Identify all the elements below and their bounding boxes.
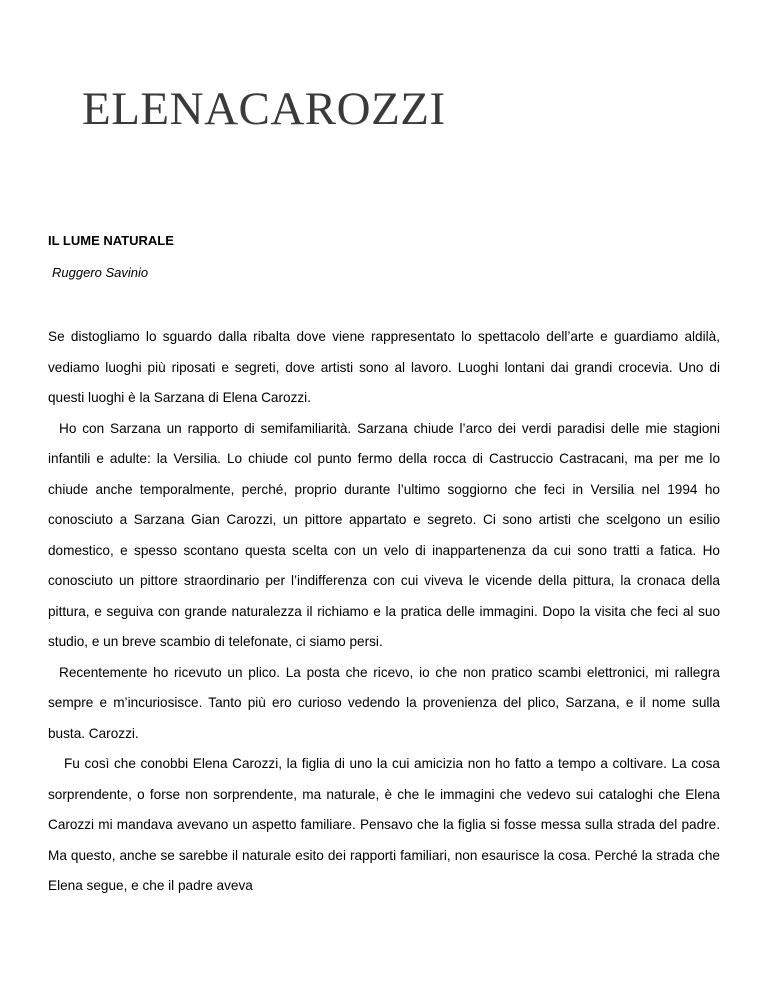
paragraph: Se distogliamo lo sguardo dalla ribalta dove viene rappresentato lo spettacolo dell’arte e guardiamo aldilà, vediamo luoghi più riposati e segreti, dove artisti sono al lavoro. Luoghi lontani dai grandi crocevia. Uno di questi luoghi è la Sarzana di Elena Carozzi. xyxy=(48,329,720,405)
article-body xyxy=(48,322,720,902)
paragraph: Fu così che conobbi Elena Carozzi, la figlia di uno la cui amicizia non ho fatto a tempo a coltivare. La cosa sorprendente, o forse non sorprendente, ma naturale, è che le immagini che vedevo sui cataloghi che Elena Carozzi mi mandava avevano un aspetto familiare. Pensavo che la figlia si fosse messa sulla strada del padre. Ma questo, anche se sarebbe il naturale esito dei rapporti familiari, non esaurisce la cosa. Perché la strada che Elena segue, e che il padre aveva xyxy=(48,756,720,893)
article-title: IL LUME NATURALE xyxy=(48,233,174,248)
paragraph: Recentemente ho ricevuto un plico. La posta che ricevo, io che non pratico scambi elettronici, mi rallegra sempre e m’incuriosisce. Tanto più ero curioso vedendo la provenienza del plico, Sarzana, e il nome sulla busta. Carozzi. xyxy=(48,664,720,741)
paragraph: Ho con Sarzana un rapporto di semifamiliarità. Sarzana chiude l’arco dei verdi paradisi delle mie stagioni infantili e adulte: la Versilia. Lo chiude col punto fermo della rocca di Castruccio Castracani, ma per me lo chiude anche temporalmente, perché, proprio durante l’ultimo soggiorno che feci in Versilia nel 1994 ho conosciuto a Sarzana Gian Carozzi, un pittore appartato e segreto. Ci sono artisti che scelgono un esilio domestico, e spesso scontano questa scelta con un velo di inappartenenza da cui sono tratti a fatica. Ho conosciuto un pittore straordinario per l’indifferenza con cui viveva le vicende della pittura, la cronaca della pittura, e seguiva con grande naturalezza il richiamo e la pratica delle immagini. Dopo la visita che feci al suo studio, e un breve scambio di telefonate, ci siamo persi. xyxy=(48,420,720,649)
article-author: Ruggero Savinio xyxy=(52,265,149,280)
brand-title: ELENACAROZZI xyxy=(82,83,446,135)
